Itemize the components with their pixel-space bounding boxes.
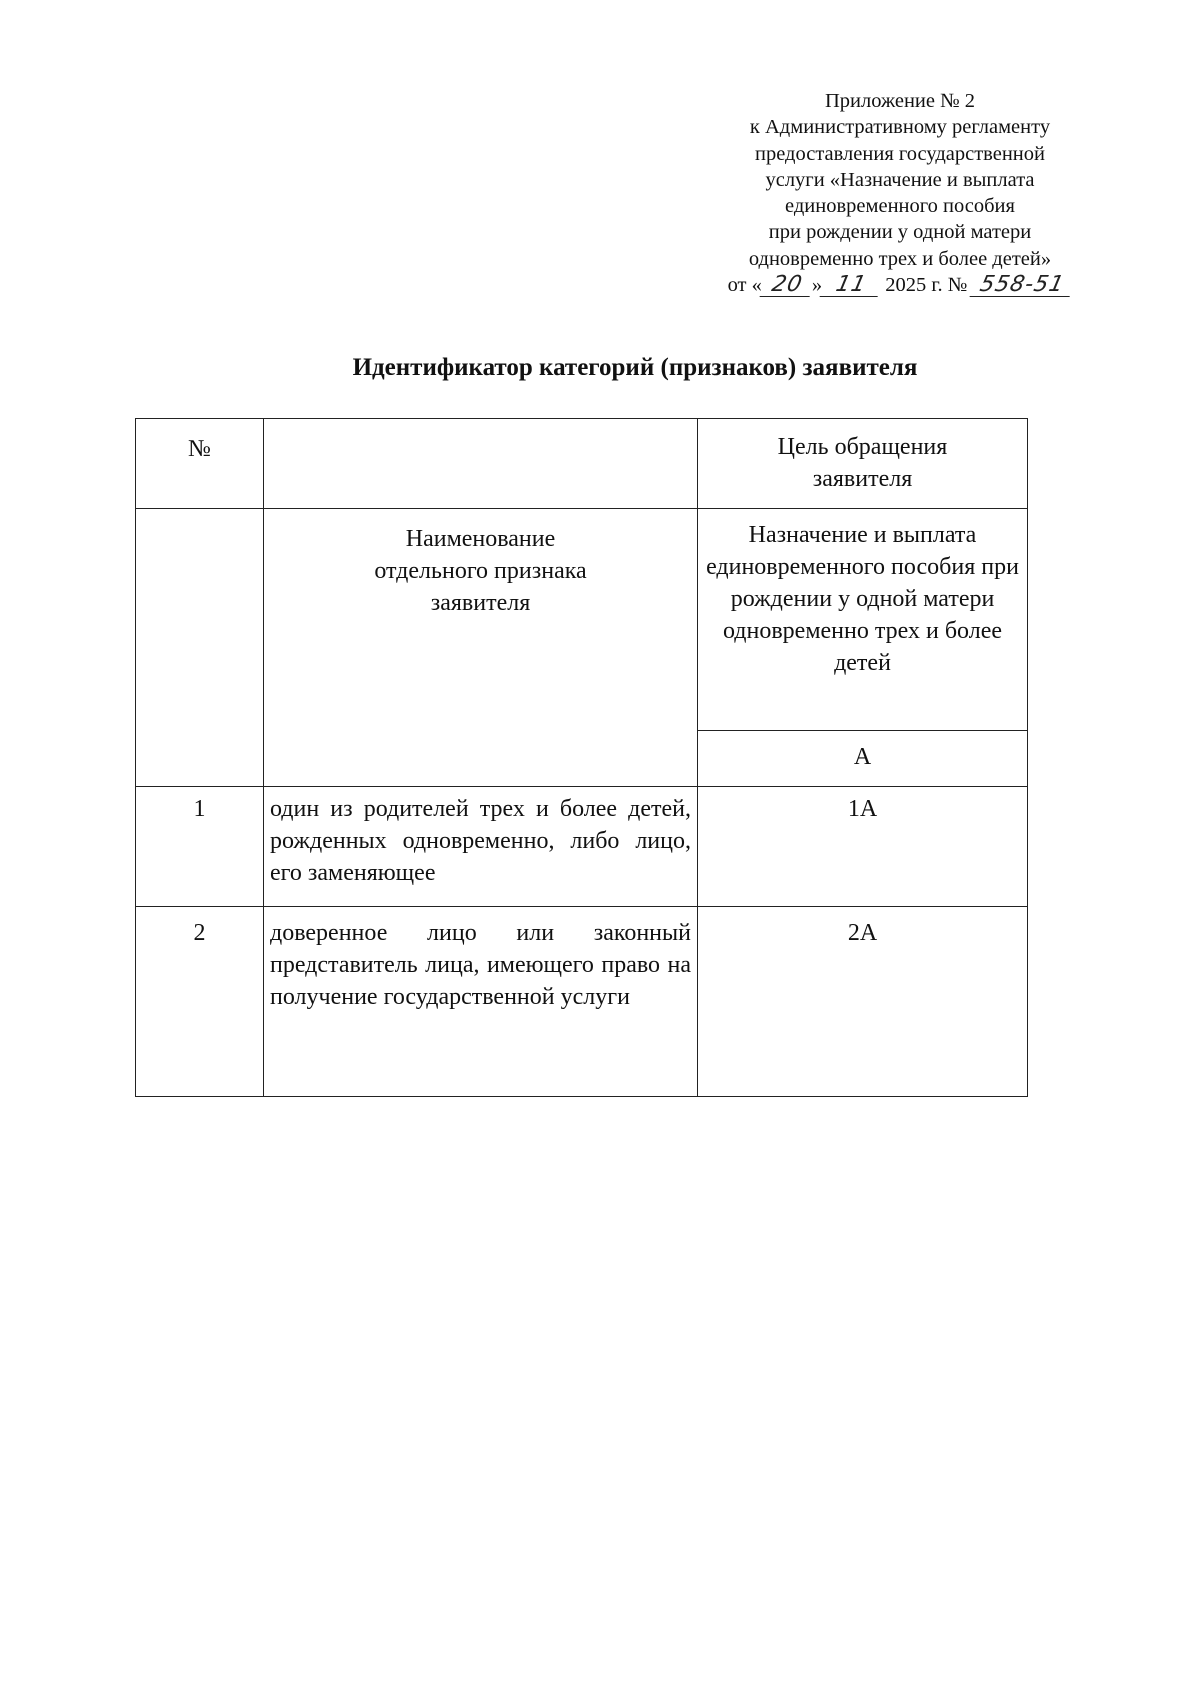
date-quote: »	[811, 274, 823, 297]
appendix-line: единовременного пособия	[785, 195, 1015, 218]
appendix-line: услуги «Назначение и выплата	[765, 168, 1035, 191]
row-number: 2	[136, 907, 264, 1097]
date-year: 2025 г.	[885, 274, 943, 297]
header-attribute-name: Наименование отдельного признака заявителя	[264, 509, 698, 787]
header-number: №	[136, 419, 264, 509]
row-code: 1А	[698, 787, 1028, 907]
subheader-empty-cell	[136, 509, 264, 787]
number-sign: №	[947, 274, 968, 297]
category-table	[135, 418, 1028, 1097]
handwritten-month: 11	[820, 274, 883, 297]
date-prefix: от «	[727, 274, 762, 297]
header-service-name: Назначение и выплата единовременного пособия при рождении у одной матери одновременно трех и более детей	[698, 509, 1028, 731]
row-number: 1	[136, 787, 264, 907]
handwritten-day: 20	[759, 274, 814, 297]
header-goal: Цель обращения заявителя	[698, 419, 1028, 509]
appendix-block	[700, 88, 1100, 298]
handwritten-number: 558-51	[970, 274, 1075, 297]
appendix-line: к Административному регламенту	[749, 116, 1051, 139]
appendix-line: одновременно трех и более детей»	[748, 247, 1052, 270]
table-header-row	[136, 419, 1028, 509]
row-code: 2А	[698, 907, 1028, 1097]
document-date-line	[700, 272, 1100, 298]
row-attribute: один из родителей трех и более детей, рожденных одновременно, либо лицо, его заменяющее	[264, 787, 698, 907]
header-code: А	[698, 731, 1028, 787]
appendix-line: предоставления государственной	[755, 142, 1045, 165]
page-title: Идентификатор категорий (признаков) заявителя	[352, 354, 918, 381]
appendix-line: при рождении у одной матери	[768, 221, 1032, 244]
table-row	[136, 907, 1028, 1097]
appendix-line: Приложение № 2	[824, 90, 976, 112]
table-row	[136, 787, 1028, 907]
row-attribute: доверенное лицо или законный представитель лица, имеющего право на получение государственной услуги	[264, 907, 698, 1097]
header-empty-cell	[264, 419, 698, 509]
table-subheader-row	[136, 509, 1028, 731]
